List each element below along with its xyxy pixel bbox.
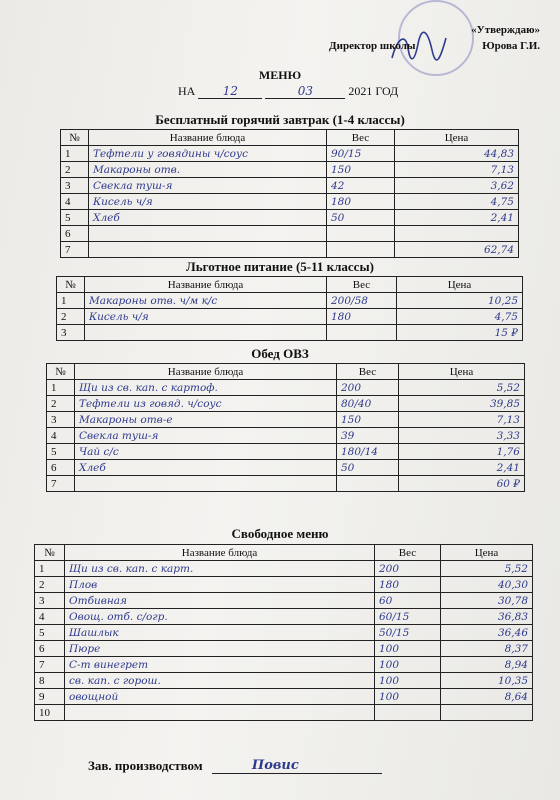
table-row xyxy=(47,396,525,412)
table-free-breakfast xyxy=(60,129,519,258)
cell-n: 7 xyxy=(61,242,89,258)
table-row xyxy=(35,609,533,625)
cell-name: Отбивная xyxy=(65,593,375,609)
cell-n: 3 xyxy=(35,593,65,609)
date-prefix: НА xyxy=(178,84,196,98)
cell-n: 3 xyxy=(57,325,85,341)
cell-weight: 180 xyxy=(375,577,441,593)
cell-price: 40,30 xyxy=(441,577,533,593)
column-header-num: № xyxy=(35,545,65,561)
date-year: 2021 ГОД xyxy=(348,84,399,98)
cell-price xyxy=(441,705,533,721)
footer xyxy=(88,758,382,774)
cell-n: 2 xyxy=(61,162,89,178)
cell-name: Щи из св. кап. с картоф. xyxy=(75,380,337,396)
cell-name xyxy=(89,226,327,242)
cell-weight: 50 xyxy=(327,210,395,226)
column-header-name: Название блюда xyxy=(89,130,327,146)
column-header-name: Название блюда xyxy=(85,277,327,293)
table-row xyxy=(61,194,519,210)
cell-price: 8,94 xyxy=(441,657,533,673)
cell-name: Овощ. отб. с/огр. xyxy=(65,609,375,625)
column-header-num: № xyxy=(57,277,85,293)
cell-name: Хлеб xyxy=(75,460,337,476)
cell-n: 5 xyxy=(47,444,75,460)
cell-price: 36,83 xyxy=(441,609,533,625)
section-title-ovz-lunch: Обед ОВЗ xyxy=(251,346,309,361)
cell-n: 5 xyxy=(35,625,65,641)
cell-name: Макароны отв. xyxy=(89,162,327,178)
column-header-weight: Вес xyxy=(337,364,399,380)
cell-name: Чай с/с xyxy=(75,444,337,460)
table-header-row xyxy=(57,277,523,293)
cell-n: 2 xyxy=(47,396,75,412)
table-row xyxy=(35,641,533,657)
cell-name: Пюре xyxy=(65,641,375,657)
cell-price xyxy=(395,226,519,242)
cell-weight: 180 xyxy=(327,309,397,325)
table-row xyxy=(61,146,519,162)
table-row xyxy=(47,476,525,492)
cell-weight: 200 xyxy=(337,380,399,396)
column-header-num: № xyxy=(47,364,75,380)
cell-price: 10,35 xyxy=(441,673,533,689)
cell-weight: 100 xyxy=(375,641,441,657)
column-header-weight: Вес xyxy=(375,545,441,561)
table-row xyxy=(35,689,533,705)
table-row xyxy=(57,293,523,309)
cell-weight xyxy=(327,226,395,242)
column-header-num: № xyxy=(61,130,89,146)
table-ovz-lunch xyxy=(46,363,525,492)
cell-name: Тефтели у говядины ч/соус xyxy=(89,146,327,162)
cell-weight xyxy=(375,705,441,721)
cell-weight: 180 xyxy=(327,194,395,210)
cell-name: Кисель ч/я xyxy=(85,309,327,325)
cell-n: 1 xyxy=(35,561,65,577)
cell-price: 8,37 xyxy=(441,641,533,657)
table-row xyxy=(35,577,533,593)
table-row xyxy=(47,444,525,460)
table-row xyxy=(35,625,533,641)
cell-weight: 100 xyxy=(375,689,441,705)
cell-n: 6 xyxy=(47,460,75,476)
cell-n: 7 xyxy=(35,657,65,673)
cell-weight xyxy=(337,476,399,492)
cell-weight: 100 xyxy=(375,657,441,673)
cell-price: 44,83 xyxy=(395,146,519,162)
cell-n: 1 xyxy=(57,293,85,309)
cell-price: 39,85 xyxy=(399,396,525,412)
signature-text: Повис xyxy=(251,758,299,773)
table-row xyxy=(61,210,519,226)
table-row xyxy=(61,178,519,194)
cell-n: 2 xyxy=(57,309,85,325)
table-row xyxy=(35,705,533,721)
cell-name xyxy=(75,476,337,492)
cell-name: Макароны отв-е xyxy=(75,412,337,428)
cell-n: 1 xyxy=(47,380,75,396)
table-row xyxy=(35,593,533,609)
approval-block xyxy=(329,22,540,54)
column-header-weight: Вес xyxy=(327,277,397,293)
table-row xyxy=(57,309,523,325)
cell-n: 2 xyxy=(35,577,65,593)
cell-price: 62,74 xyxy=(395,242,519,258)
cell-weight: 200 xyxy=(375,561,441,577)
table-row xyxy=(61,226,519,242)
cell-price: 4,75 xyxy=(395,194,519,210)
cell-n: 4 xyxy=(47,428,75,444)
cell-n: 1 xyxy=(61,146,89,162)
cell-price: 7,13 xyxy=(395,162,519,178)
column-header-price: Цена xyxy=(395,130,519,146)
column-header-price: Цена xyxy=(397,277,523,293)
cell-n: 4 xyxy=(35,609,65,625)
table-row xyxy=(47,460,525,476)
menu-date xyxy=(178,84,398,99)
column-header-price: Цена xyxy=(441,545,533,561)
section-title-free-breakfast: Бесплатный горячий завтрак (1-4 классы) xyxy=(155,112,405,127)
cell-price: 5,52 xyxy=(399,380,525,396)
cell-name: Свекла туш-я xyxy=(75,428,337,444)
column-header-price: Цена xyxy=(399,364,525,380)
cell-name xyxy=(85,325,327,341)
table-row xyxy=(47,412,525,428)
table-free-menu xyxy=(34,544,533,721)
column-header-name: Название блюда xyxy=(65,545,375,561)
cell-weight: 180/14 xyxy=(337,444,399,460)
cell-weight xyxy=(327,325,397,341)
cell-weight: 150 xyxy=(327,162,395,178)
cell-n: 5 xyxy=(61,210,89,226)
cell-n: 8 xyxy=(35,673,65,689)
cell-name: Шашлык xyxy=(65,625,375,641)
table-header-row xyxy=(35,545,533,561)
cell-weight: 80/40 xyxy=(337,396,399,412)
cell-weight: 90/15 xyxy=(327,146,395,162)
cell-name: Макароны отв. ч/м к/с xyxy=(85,293,327,309)
cell-weight: 150 xyxy=(337,412,399,428)
cell-n: 4 xyxy=(61,194,89,210)
cell-n: 6 xyxy=(61,226,89,242)
table-discount-meals xyxy=(56,276,523,341)
section-title-free-menu: Свободное меню xyxy=(231,526,329,541)
director-name: Юрова Г.И. xyxy=(482,40,540,52)
director-label: Директор школы xyxy=(329,40,416,52)
cell-price: 7,13 xyxy=(399,412,525,428)
cell-weight: 60/15 xyxy=(375,609,441,625)
table-row xyxy=(61,242,519,258)
cell-price: 3,33 xyxy=(399,428,525,444)
cell-price: 8,64 xyxy=(441,689,533,705)
column-header-name: Название блюда xyxy=(75,364,337,380)
cell-name: Хлеб xyxy=(89,210,327,226)
cell-weight: 39 xyxy=(337,428,399,444)
cell-name xyxy=(89,242,327,258)
cell-weight: 50/15 xyxy=(375,625,441,641)
table-row xyxy=(35,561,533,577)
cell-price: 30,78 xyxy=(441,593,533,609)
approve-label: «Утверждаю» xyxy=(471,24,540,36)
cell-name xyxy=(65,705,375,721)
cell-price: 1,76 xyxy=(399,444,525,460)
cell-weight xyxy=(327,242,395,258)
table-header-row xyxy=(61,130,519,146)
cell-n: 10 xyxy=(35,705,65,721)
table-row xyxy=(35,657,533,673)
table-row xyxy=(47,428,525,444)
cell-price: 2,41 xyxy=(399,460,525,476)
cell-n: 3 xyxy=(61,178,89,194)
cell-n: 3 xyxy=(47,412,75,428)
cell-price: 10,25 xyxy=(397,293,523,309)
cell-n: 7 xyxy=(47,476,75,492)
date-day: 12 xyxy=(198,84,262,99)
footer-label: Зав. производством xyxy=(88,758,203,773)
date-month: 03 xyxy=(265,84,345,99)
cell-name: Плов xyxy=(65,577,375,593)
cell-weight: 100 xyxy=(375,673,441,689)
cell-weight: 42 xyxy=(327,178,395,194)
cell-price: 3,62 xyxy=(395,178,519,194)
cell-name: св. кап. с горош. xyxy=(65,673,375,689)
cell-weight: 50 xyxy=(337,460,399,476)
cell-weight: 200/58 xyxy=(327,293,397,309)
cell-price: 5,52 xyxy=(441,561,533,577)
table-row xyxy=(61,162,519,178)
cell-price: 36,46 xyxy=(441,625,533,641)
table-row xyxy=(35,673,533,689)
cell-price: 15 ₽ xyxy=(397,325,523,341)
cell-price: 4,75 xyxy=(397,309,523,325)
cell-name: Свекла туш-я xyxy=(89,178,327,194)
cell-n: 9 xyxy=(35,689,65,705)
table-row xyxy=(57,325,523,341)
menu-title: МЕНЮ xyxy=(258,68,302,82)
table-header-row xyxy=(47,364,525,380)
cell-name: Щи из св. кап. с карт. xyxy=(65,561,375,577)
cell-price: 60 ₽ xyxy=(399,476,525,492)
cell-name: овощной xyxy=(65,689,375,705)
cell-name: Тефтели из говяд. ч/соус xyxy=(75,396,337,412)
cell-weight: 60 xyxy=(375,593,441,609)
cell-name: С-т винегрет xyxy=(65,657,375,673)
table-row xyxy=(47,380,525,396)
cell-n: 6 xyxy=(35,641,65,657)
section-title-discount-meals: Льготное питание (5-11 классы) xyxy=(186,259,374,274)
cell-price: 2,41 xyxy=(395,210,519,226)
cell-name: Кисель ч/я xyxy=(89,194,327,210)
production-manager-signature xyxy=(212,759,382,774)
column-header-weight: Вес xyxy=(327,130,395,146)
